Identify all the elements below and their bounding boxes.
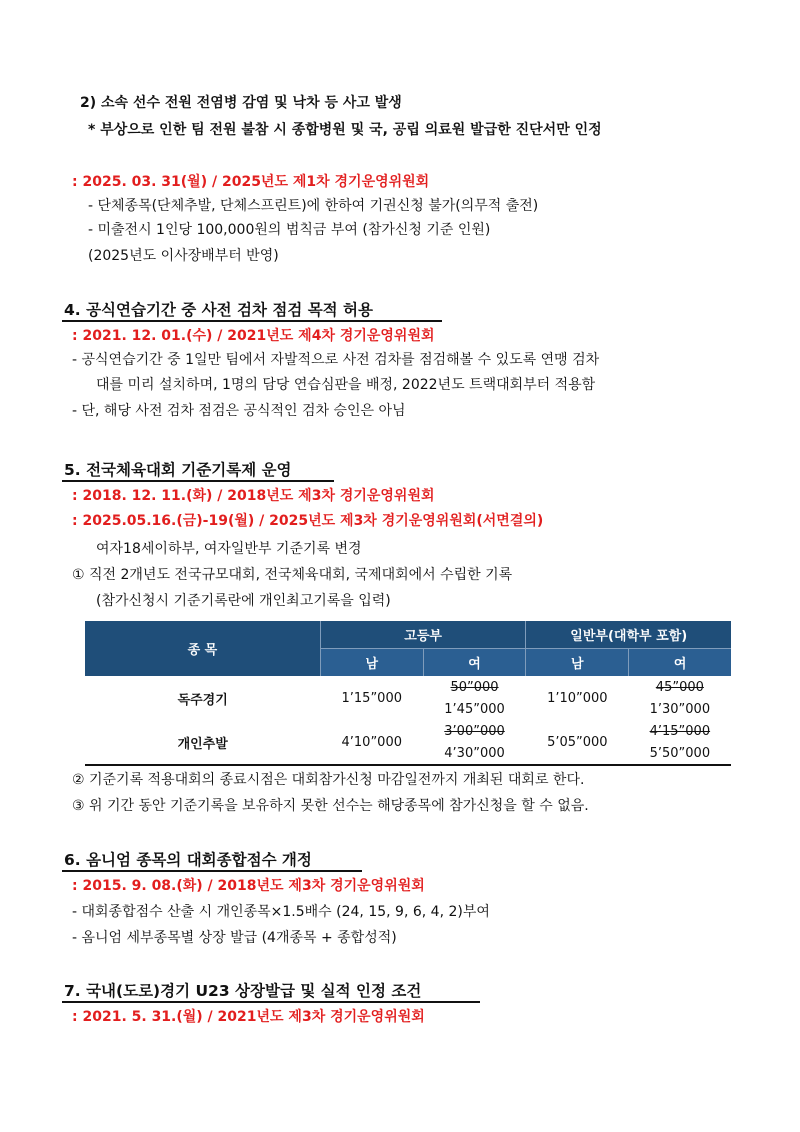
section4-meeting: : 2021. 12. 01.(수) / 2021년도 제4차 경기운영위원회 (72, 328, 435, 344)
event-name: 개인추발 (177, 736, 228, 752)
gen-male-record: 1’10”000 (547, 690, 608, 706)
gen-female-old-record: 4’15”000 (649, 723, 711, 739)
section2-line: - 단체종목(단체추발, 단체스프린트)에 한하여 기권신청 불가(의무적 출전) (88, 198, 539, 214)
col-hs-female: 여 (423, 649, 526, 677)
section4-underline (62, 320, 442, 322)
gen-female-new-record: 1’30”000 (649, 701, 711, 717)
hs-female-old-record: 3’00”000 (444, 723, 505, 739)
gen-female-new-record: 5’50”000 (649, 745, 711, 761)
hs-male-record: 1’15”000 (341, 690, 402, 706)
col-event-header: 종 목 (85, 621, 320, 676)
section4-line: 대를 미리 설치하며, 1명의 담당 연습심판을 배정, 2022년도 트랙대회부터 적용함 (96, 377, 596, 393)
record-table (85, 621, 731, 766)
section5-item1-sub: (참가신청시 기준기록란에 개인최고기록을 입력) (96, 593, 391, 609)
section2-title: 2) 소속 선수 전원 전염병 감염 및 낙차 등 사고 발생 (80, 95, 402, 111)
section6-meeting: : 2015. 9. 08.(화) / 2018년도 제3차 경기운영위원회 (72, 878, 425, 894)
section6-line: - 옴니엄 세부종목별 상장 발급 (4개종목 + 종합성적) (72, 930, 397, 946)
col-group-highschool: 고등부 (320, 621, 526, 649)
section6-line: - 대회종합점수 산출 시 개인종목×1.5배수 (24, 15, 9, 6, 4, 2)부여 (72, 904, 490, 920)
section5-underline (62, 480, 334, 482)
section2-note: * 부상으로 인한 팀 전원 불참 시 종합병원 및 국, 공립 의료원 발급한 진단서만 인정 (88, 122, 602, 138)
section2-meeting: : 2025. 03. 31(월) / 2025년도 제1차 경기운영위원회 (72, 174, 430, 190)
section2-line: - 미출전시 1인당 100,000원의 범칙금 부여 (참가신청 기준 인원) (88, 222, 491, 238)
hs-male-record: 4’10”000 (341, 734, 402, 750)
section7-heading: 7. 국내(도로)경기 U23 상장발급 및 실적 인정 조건 (64, 982, 422, 1000)
gen-male-record: 5’05”000 (547, 734, 608, 750)
hs-female-new-record: 1’45”000 (444, 701, 505, 717)
col-hs-male: 남 (320, 649, 423, 677)
section5-item3: ③ 위 기간 동안 기준기록을 보유하지 못한 선수는 해당종목에 참가신청을 할 수 없음. (72, 798, 589, 814)
gen-female-old-record: 45”000 (655, 679, 704, 695)
col-group-general: 일반부(대학부 포함) (526, 621, 731, 649)
col-gen-male: 남 (526, 649, 629, 677)
hs-female-new-record: 4’30”000 (444, 745, 505, 761)
section6-underline (62, 870, 362, 872)
section6-heading: 6. 옴니엄 종목의 대회종합점수 개정 (64, 851, 312, 869)
hs-female-old-record: 50”000 (450, 679, 499, 695)
section4-heading: 4. 공식연습기간 중 사전 검차 점검 목적 허용 (64, 301, 373, 319)
col-gen-female: 여 (629, 649, 731, 677)
section4-line: - 단, 해당 사전 검차 점검은 공식적인 검차 승인은 아님 (72, 403, 406, 419)
section5-meeting: : 2018. 12. 11.(화) / 2018년도 제3차 경기운영위원회 (72, 488, 435, 504)
section5-item1: ① 직전 2개년도 전국규모대회, 전국체육대회, 국제대회에서 수립한 기록 (72, 567, 513, 583)
section4-line: - 공식연습기간 중 1일만 팀에서 자발적으로 사전 검차를 점검해볼 수 있도록 연맹 검차 (72, 352, 600, 368)
section2-line: (2025년도 이사장배부터 반영) (88, 248, 279, 264)
event-name: 독주경기 (177, 692, 228, 708)
table-row (85, 720, 731, 742)
table-row (85, 676, 731, 698)
section7-underline (62, 1001, 480, 1003)
section5-item2: ② 기준기록 적용대회의 종료시점은 대회참가신청 마감일전까지 개최된 대회로 한다. (72, 772, 585, 788)
section5-meeting: : 2025.05.16.(금)-19(월) / 2025년도 제3차 경기운영위원회(서면결의) (72, 513, 544, 529)
section5-heading: 5. 전국체육대회 기준기록제 운영 (64, 461, 292, 479)
section7-meeting: : 2021. 5. 31.(월) / 2021년도 제3차 경기운영위원회 (72, 1009, 425, 1025)
section5-change-note: 여자18세이하부, 여자일반부 기준기록 변경 (96, 541, 362, 557)
